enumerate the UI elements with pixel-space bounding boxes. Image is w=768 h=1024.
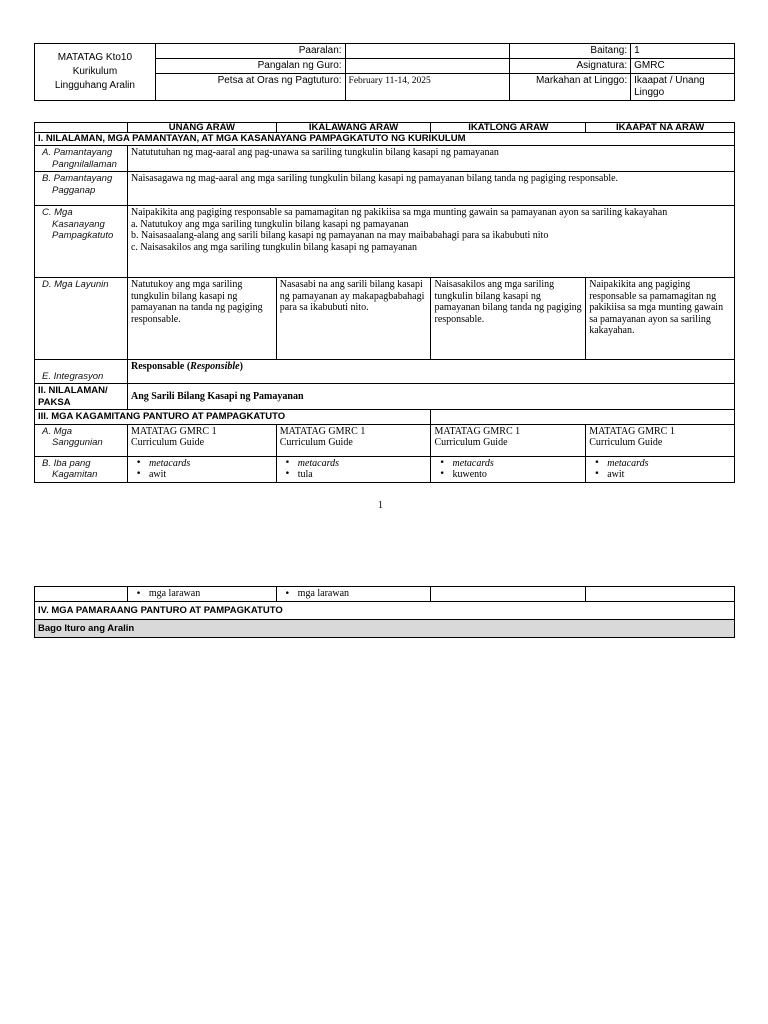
kasanayang-b: b. Naisasaalang-alang ang sarili bilang kasapi ng pamayanan na may maibabahagi para sa ikabubuti nito bbox=[130, 230, 549, 241]
kagamitan-day-1 bbox=[127, 456, 276, 482]
kasanayang-a: a. Natutukoy ang mga sariling tungkulin bilang kasapi ng pamayanan bbox=[130, 218, 409, 230]
markahan-label: Markahan at Linggo: bbox=[510, 74, 631, 101]
sanggunian-day-1: MATATAG GMRC 1 Curriculum Guide bbox=[127, 424, 276, 456]
layunin-day-2: Nasasabi na ang sarili bilang kasapi ng pamayanan ay makapagbabahagi para sa ikabubuti nito. bbox=[276, 278, 431, 360]
guro-value bbox=[345, 59, 510, 74]
kagamitan-day-2 bbox=[276, 456, 431, 482]
asignatura-label: Asignatura: bbox=[510, 59, 631, 74]
list-item: metacards bbox=[148, 457, 191, 469]
day-header-4: IKAAPAT NA ARAW bbox=[586, 123, 735, 133]
layunin-day-4: Naipakikita ang pagiging responsable sa pamamagitan ng pakikiisa sa mga munting gawain sa pamayanan ayon sa sariling kakayahan. bbox=[586, 278, 735, 360]
sanggunian-day-3: MATATAG GMRC 1 Curriculum Guide bbox=[431, 424, 586, 456]
layunin-day-1: Natutukoy ang mga sariling tungkulin bilang kasapi ng pamayanan na tanda ng pagiging responsable. bbox=[127, 278, 276, 360]
brand-line-1: MATATAG Kto10 bbox=[57, 52, 133, 63]
markahan-value: Ikaapat / Unang Linggo bbox=[631, 74, 735, 101]
section-2-title: II. NILALAMAN/ PAKSA bbox=[35, 384, 128, 410]
list-item: • awit bbox=[607, 469, 731, 481]
pamantayang-pagganap-text: Naisasagawa ng mag-aaral ang mga sariling tungkulin bilang kasapi ng pamayanan bilang tanda ng pagiging responsable. bbox=[127, 172, 734, 206]
layunin-day-3: Naisasakilos ang mga sariling tungkulin bilang kasapi ng pamayanan bilang tanda ng pagiging responsable. bbox=[431, 278, 586, 360]
day-header-1: UNANG ARAW bbox=[127, 123, 276, 133]
kasanayang-pampagkatuto-text bbox=[127, 206, 734, 278]
kasanayang-main: Naipakikita ang pagiging responsable sa pamamagitan ng pakikiisa sa mga munting gawain sa pamayanan ayon sa sariling kakayahan bbox=[130, 207, 668, 218]
brand-line-3: Lingguhang Aralin bbox=[54, 80, 135, 91]
pamantayang-pangnilalaman-text: Natututuhan ng mag-aaral ang pag-unawa sa sariling tungkulin bilang kasapi ng pamayanan bbox=[127, 146, 734, 172]
list-item: metacards bbox=[607, 457, 649, 469]
sanggunian-day-4: MATATAG GMRC 1 Curriculum Guide bbox=[586, 424, 735, 456]
petsa-label: Petsa at Oras ng Pagtuturo: bbox=[155, 74, 345, 101]
kasanayang-c: c. Naisasakilos ang mga sariling tungkulin bilang kasapi ng pamayanan bbox=[130, 241, 418, 253]
list-item: • mga larawan bbox=[149, 588, 273, 600]
row-label-kasanayang-pampagkatuto: C. Mga Kasanayang Pampagkatuto bbox=[35, 206, 128, 278]
row-label-iba-pang-kagamitan: B. Iba pang Kagamitan bbox=[35, 456, 128, 482]
page-number: 1 bbox=[378, 500, 383, 511]
brand-line-2: Kurikulum bbox=[72, 66, 118, 77]
integrasyon-text: Responsable (Responsible) bbox=[127, 360, 734, 384]
guro-label: Pangalan ng Guro: bbox=[155, 59, 345, 74]
day-header-2: IKALAWANG ARAW bbox=[276, 123, 431, 133]
kagamitan-day-2-cont bbox=[276, 587, 431, 602]
kagamitan-day-4 bbox=[586, 456, 735, 482]
section-1-title: I. NILALAMAN, MGA PAMANTAYAN, AT MGA KASANAYANG PAMPAGKATUTO NG KURIKULUM bbox=[35, 133, 735, 146]
day-header-3: IKATLONG ARAW bbox=[431, 123, 586, 133]
list-item: • kuwento bbox=[452, 469, 582, 481]
row-label-integrasyon: E. Integrasyon bbox=[35, 360, 128, 384]
list-item: metacards bbox=[297, 457, 340, 469]
lesson-table bbox=[34, 122, 735, 483]
kagamitan-day-1-cont bbox=[127, 587, 276, 602]
bago-ituro-heading: Bago Ituro ang Aralin bbox=[35, 620, 735, 638]
row-label-pamantayang-pagganap: B. Pamantayang Pagganap bbox=[35, 172, 128, 206]
header-table bbox=[34, 43, 735, 101]
section-4-title: IV. MGA PAMARAANG PANTURO AT PAMPAGKATUTO bbox=[35, 602, 735, 620]
section-3-title: III. MGA KAGAMITANG PANTURO AT PAMPAGKATUTO bbox=[35, 410, 431, 425]
lesson-table-continued bbox=[34, 586, 735, 638]
paaralan-label: Paaralan: bbox=[155, 44, 345, 59]
list-item: metacards bbox=[452, 457, 494, 469]
day-header-row bbox=[35, 123, 735, 133]
list-item: • tula bbox=[298, 469, 428, 481]
list-item: • mga larawan bbox=[298, 588, 428, 600]
kagamitan-day-3 bbox=[431, 456, 586, 482]
baitang-value: 1 bbox=[631, 44, 735, 59]
list-item: • awit bbox=[149, 469, 273, 481]
petsa-value: February 11-14, 2025 bbox=[345, 74, 510, 101]
row-label-sanggunian: A. Mga Sanggunian bbox=[35, 424, 128, 456]
asignatura-value: GMRC bbox=[631, 59, 735, 74]
baitang-label: Baitang: bbox=[510, 44, 631, 59]
sanggunian-day-2: MATATAG GMRC 1 Curriculum Guide bbox=[276, 424, 431, 456]
paksa-text: Ang Sarili Bilang Kasapi ng Pamayanan bbox=[127, 384, 734, 410]
row-label-pamantayang-pangnilalaman: A. Pamantayang Pangnilallaman bbox=[35, 146, 128, 172]
row-label-layunin: D. Mga Layunin bbox=[35, 278, 128, 360]
paaralan-value bbox=[345, 44, 510, 59]
brand-block bbox=[35, 44, 156, 101]
